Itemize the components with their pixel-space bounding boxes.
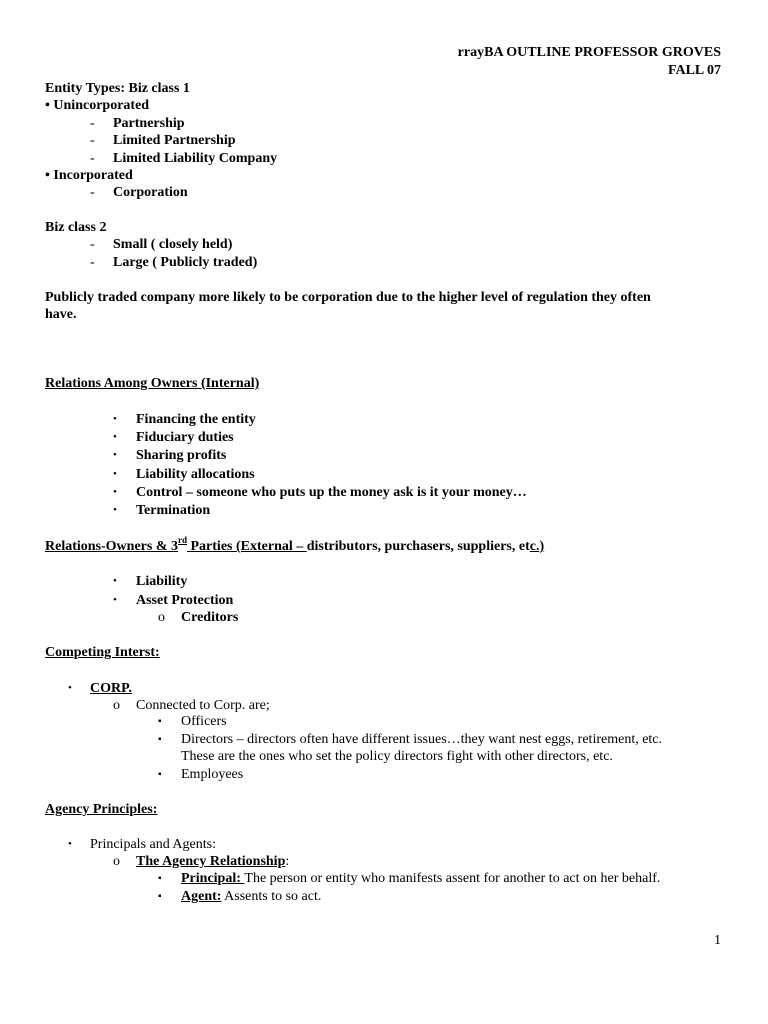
circle-marker: o [113, 698, 120, 713]
internal-item: Termination [136, 503, 211, 518]
agency-relationship-term: The Agency Relationship [136, 854, 286, 869]
biz2-title: Biz class 2 [45, 220, 107, 235]
note-line-2: have. [45, 307, 77, 322]
bullet-marker: • [113, 504, 117, 516]
principal-definition-line [181, 870, 660, 887]
square-marker: ▪ [158, 734, 162, 745]
dash-marker: - [90, 151, 95, 166]
dash-marker: - [90, 255, 95, 270]
bullet-marker: • [113, 431, 117, 443]
list-item-small: Small ( closely held) [113, 237, 233, 252]
dash-marker: - [90, 133, 95, 148]
corp-label: CORP. [90, 681, 132, 696]
square-marker: ▪ [158, 716, 162, 727]
header-term: FALL 07 [667, 63, 721, 78]
unincorporated-label: • Unincorporated [45, 98, 150, 113]
principals-agents-text: Principals and Agents: [90, 837, 216, 852]
officers-text: Officers [181, 714, 227, 729]
competing-heading: Competing Interst: [45, 645, 160, 660]
bullet-marker: • [113, 575, 117, 587]
external-subitem-creditors: Creditors [181, 610, 239, 625]
page-number: 1 [714, 933, 721, 948]
principal-definition: The person or entity who manifests assent for another to act on her behalf. [244, 871, 661, 886]
connected-text: Connected to Corp. are; [136, 698, 270, 713]
circle-marker: o [113, 854, 120, 869]
external-heading-part-c: distributors, purchasers, suppliers, et [306, 539, 530, 554]
bullet-marker: • [68, 682, 72, 694]
directors-text-line-2: These are the ones who set the policy directors fight with other directors, etc. [181, 749, 613, 764]
external-heading-part-b: Parties (External – [187, 539, 307, 554]
list-item-large: Large ( Publicly traded) [113, 255, 258, 270]
header-title: rrayBA OUTLINE PROFESSOR GROVES [457, 45, 721, 60]
square-marker: ▪ [158, 873, 162, 884]
list-item-limited-partnership: Limited Partnership [113, 133, 236, 148]
agent-term: Agent: [181, 889, 222, 904]
agent-definition: Assents to so act. [221, 889, 322, 904]
square-marker: ▪ [158, 769, 162, 780]
agency-relationship-colon: : [285, 854, 290, 869]
dash-marker: - [90, 185, 95, 200]
bullet-marker: • [113, 486, 117, 498]
internal-item: Control – someone who puts up the money ask is it your money… [136, 485, 527, 500]
internal-item: Financing the entity [136, 412, 256, 427]
employees-text: Employees [181, 767, 244, 782]
note-line-1: Publicly traded company more likely to be corporation due to the higher level of regulation they often [45, 290, 651, 305]
biz1-title: Entity Types: Biz class 1 [45, 81, 190, 96]
agency-heading: Agency Principles: [45, 802, 158, 817]
external-item-liability: Liability [136, 574, 188, 589]
internal-item: Liability allocations [136, 467, 255, 482]
list-item-partnership: Partnership [113, 116, 185, 131]
bullet-marker: • [113, 468, 117, 480]
internal-item: Sharing profits [136, 448, 227, 463]
external-item-asset-protection: Asset Protection [136, 593, 234, 608]
internal-item: Fiduciary duties [136, 430, 234, 445]
external-heading-sup: rd [178, 535, 187, 546]
dash-marker: - [90, 116, 95, 131]
bullet-marker: • [113, 449, 117, 461]
list-item-corporation: Corporation [113, 185, 188, 200]
circle-marker: o [158, 610, 165, 625]
directors-text-line-1: Directors – directors often have different issues…they want nest eggs, retirement, etc. [181, 732, 663, 747]
external-heading [45, 535, 545, 555]
list-item-llc: Limited Liability Company [113, 151, 278, 166]
agency-relationship-line [136, 853, 289, 870]
internal-heading: Relations Among Owners (Internal) [45, 376, 260, 391]
principal-term: Principal: [181, 871, 245, 886]
external-heading-part-a: Relations-Owners & 3 [45, 539, 178, 554]
agent-definition-line [181, 888, 321, 905]
bullet-marker: • [113, 413, 117, 425]
incorporated-label: • Incorporated [45, 168, 133, 183]
square-marker: ▪ [158, 891, 162, 902]
bullet-marker: • [113, 594, 117, 606]
bullet-marker: • [68, 838, 72, 850]
dash-marker: - [90, 237, 95, 252]
external-heading-part-d: c.) [529, 539, 545, 554]
